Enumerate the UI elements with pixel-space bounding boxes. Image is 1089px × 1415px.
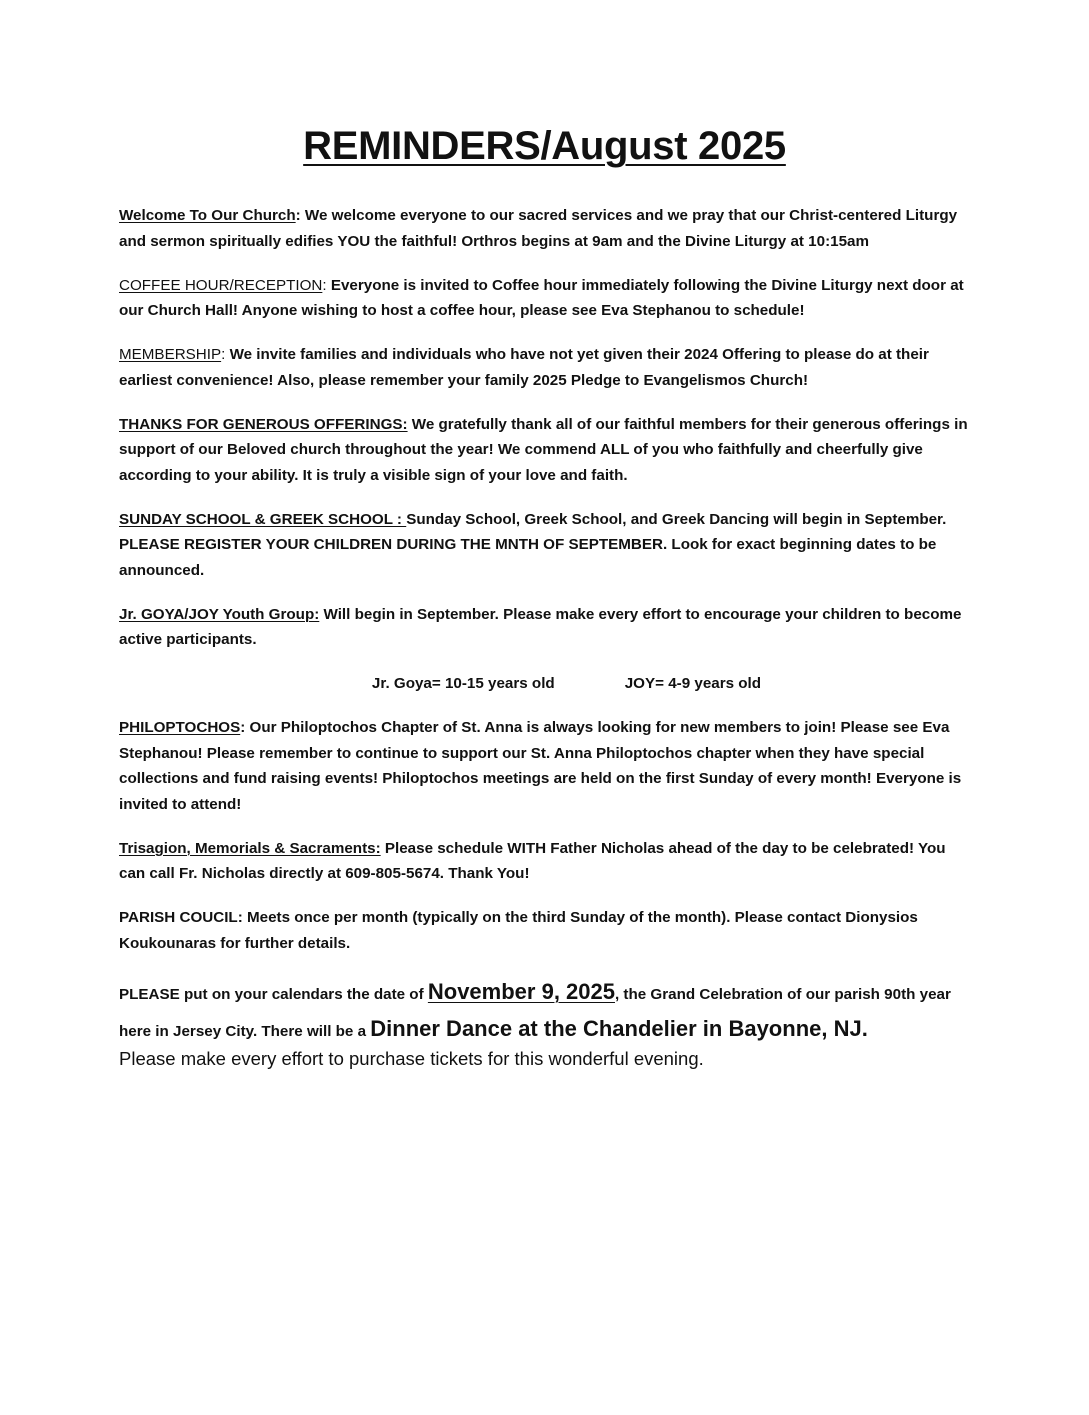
celebration-event: Dinner Dance at the Chandelier in Bayonne, NJ.: [370, 1015, 868, 1041]
coffee-hour-colon: :: [322, 276, 331, 294]
coffee-hour-paragraph: [119, 273, 974, 324]
thanks-text: We gratefully thank all of our faithful members for their generous offerings in support of our Beloved church throughout the year! We commend ALL of you who faithfully and cheerfully give according to your ability. It is truly a visible sign of your love and faith.: [119, 415, 968, 484]
membership-paragraph: [119, 342, 974, 393]
welcome-paragraph: [119, 203, 974, 254]
youth-group-paragraph: [119, 602, 974, 653]
reminders-content: [119, 203, 974, 1071]
celebration-intro: PLEASE put on your calendars the date of: [119, 985, 428, 1003]
parish-council-text: PARISH COUCIL: Meets once per month (typically on the third Sunday of the month). Please contact Dionysios Koukounaras for further details.: [119, 909, 918, 952]
youth-group-label: Jr. GOYA/JOY Youth Group:: [119, 605, 320, 623]
philoptochos-paragraph: [119, 715, 974, 817]
school-paragraph: [119, 507, 974, 584]
coffee-hour-text: Everyone is invited to Coffee hour immediately following the Divine Liturgy next door at our Church Hall! Anyone wishing to host a coffee hour, please see Eva Stephanou to schedule!: [119, 276, 964, 319]
trisagion-paragraph: [119, 836, 974, 887]
celebration-date: November 9, 2025: [427, 978, 615, 1004]
thanks-paragraph: [119, 412, 974, 489]
coffee-hour-label: COFFEE HOUR/RECEPTION: [119, 276, 323, 294]
welcome-label: Welcome To Our Church: [119, 207, 296, 224]
philoptochos-label: PHILOPTOCHOS: [119, 719, 241, 736]
school-label: SUNDAY SCHOOL & GREEK SCHOOL :: [119, 510, 407, 528]
trisagion-text: Please schedule WITH Father Nicholas ahead of the day to be celebrated! You can call Fr. Nicholas directly at 609-805-5674. Thank You!: [119, 839, 946, 882]
celebration-paragraph: [119, 975, 974, 1071]
welcome-text: : We welcome everyone to our sacred services and we pray that our Christ-centered Liturgy and sermon spiritually edifies YOU the faithful! Orthros begins at 9am and the Divine Liturgy at 10:15am: [119, 207, 958, 250]
page-title: REMINDERS/August 2025: [303, 124, 786, 168]
youth-group-text: Will begin in September. Please make every effort to encourage your children to become active participants.: [119, 605, 962, 648]
goya-age-range: Jr. Goya= 10-15 years old: [371, 675, 555, 692]
philoptochos-text: : Our Philoptochos Chapter of St. Anna is always looking for new members to join! Please see Eva Stephanou! Please remember to continue to support our St. Anna Philoptochos chapter when they have special collections and fund raising events! Philoptochos meetings are held on the first Sunday of every month! Everyone is invited to attend!: [119, 719, 962, 813]
membership-text: We invite families and individuals who have not yet given their 2024 Offering to please do at their earliest convenience! Also, please remember your family 2025 Pledge to Evangelismos Church!: [119, 346, 929, 389]
school-text: Sunday School, Greek School, and Greek Dancing will begin in September. PLEASE REGISTER YOUR CHILDREN DURING THE MNTH OF SEPTEMBER. Look for exact beginning dates to be announced.: [119, 510, 947, 579]
celebration-closing: Please make every effort to purchase tickets for this wonderful evening.: [119, 1047, 704, 1069]
youth-age-groups: [119, 671, 974, 697]
celebration-middle: , the Grand Celebration of our parish 90th year here in Jersey City. There will be a: [119, 985, 951, 1040]
joy-age-range: JOY= 4-9 years old: [624, 675, 762, 692]
membership-colon: :: [221, 346, 230, 363]
trisagion-label: Trisagion, Memorials & Sacraments:: [119, 839, 381, 857]
membership-label: MEMBERSHIP: [119, 346, 222, 363]
parish-council-paragraph: [119, 905, 974, 956]
thanks-label: THANKS FOR GENEROUS OFFERINGS:: [119, 415, 408, 433]
